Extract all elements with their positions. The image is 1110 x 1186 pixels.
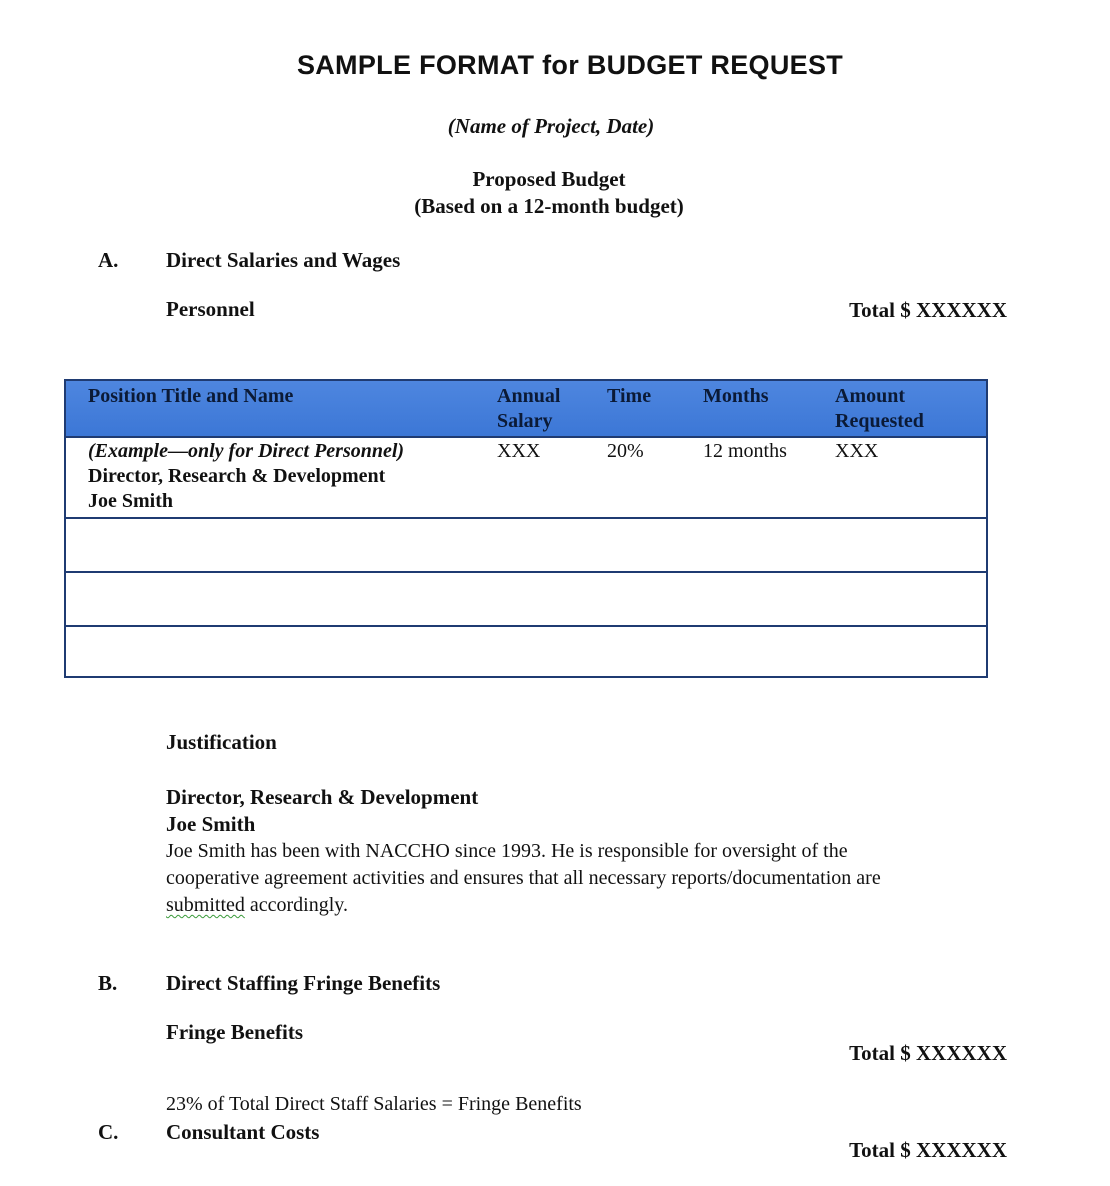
section-c-title: Consultant Costs — [166, 1120, 320, 1144]
table-row-empty — [66, 625, 986, 676]
section-b-total: Total $ XXXXXX — [849, 1041, 1007, 1065]
spellcheck-flagged-word: submitted — [166, 894, 245, 916]
fringe-formula: 23% of Total Direct Staff Salaries = Fringe Benefits — [166, 1093, 582, 1115]
header-annual-line1: Annual — [497, 385, 561, 407]
header-annual-salary — [497, 384, 560, 434]
example-months: 12 months — [703, 440, 787, 462]
header-amount-line1: Amount — [835, 385, 906, 407]
table-row-empty — [66, 517, 986, 573]
header-amount-requested — [835, 384, 924, 434]
section-b-title: Direct Staffing Fringe Benefits — [166, 971, 441, 995]
proposed-budget-heading — [0, 166, 1098, 220]
table-row-empty — [66, 571, 986, 627]
example-annual-salary: XXX — [497, 440, 541, 462]
justification-paragraph — [166, 838, 966, 919]
section-b-letter: B. — [98, 971, 118, 995]
budget-basis-label: (Based on a 12-month budget) — [414, 194, 684, 218]
header-months: Months — [703, 385, 769, 407]
proposed-budget-label: Proposed Budget — [472, 167, 626, 191]
example-position: Director, Research & Development — [88, 465, 386, 487]
project-name-date: (Name of Project, Date) — [447, 114, 655, 138]
header-annual-line2: Salary — [497, 410, 553, 432]
section-a-letter: A. — [98, 248, 119, 272]
justification-line-2: cooperative agreement activities and ensures that all necessary reports/documentation are — [166, 867, 881, 889]
section-c-letter: C. — [98, 1120, 119, 1144]
header-time: Time — [607, 385, 652, 407]
document-title: SAMPLE FORMAT for BUDGET REQUEST — [296, 50, 844, 80]
justification-person — [166, 784, 478, 838]
table-row-example — [66, 436, 986, 519]
justification-position: Director, Research & Development — [166, 785, 479, 809]
justification-line-3 — [166, 892, 966, 919]
header-amount-line2: Requested — [835, 410, 924, 432]
justification-line-1: Joe Smith has been with NACCHO since 1993. He is responsible for oversight of the — [166, 840, 848, 862]
section-b-subheading: Fringe Benefits — [166, 1020, 304, 1044]
table-header-row — [66, 381, 986, 438]
example-amount: XXX — [835, 440, 879, 462]
example-note: (Example—only for Direct Personnel) — [88, 440, 405, 462]
section-a-subheading: Personnel — [166, 297, 255, 321]
section-a-title: Direct Salaries and Wages — [166, 248, 401, 272]
example-time: 20% — [607, 440, 644, 462]
section-c-total: Total $ XXXXXX — [849, 1138, 1007, 1162]
justification-name: Joe Smith — [166, 812, 256, 836]
example-position-cell — [88, 439, 404, 514]
justification-line-3-rest: accordingly. — [244, 894, 348, 916]
example-name: Joe Smith — [88, 490, 173, 512]
section-a-total: Total $ XXXXXX — [849, 298, 1007, 322]
header-position-title: Position Title and Name — [88, 385, 294, 407]
personnel-table — [64, 379, 988, 678]
justification-heading: Justification — [166, 730, 277, 754]
